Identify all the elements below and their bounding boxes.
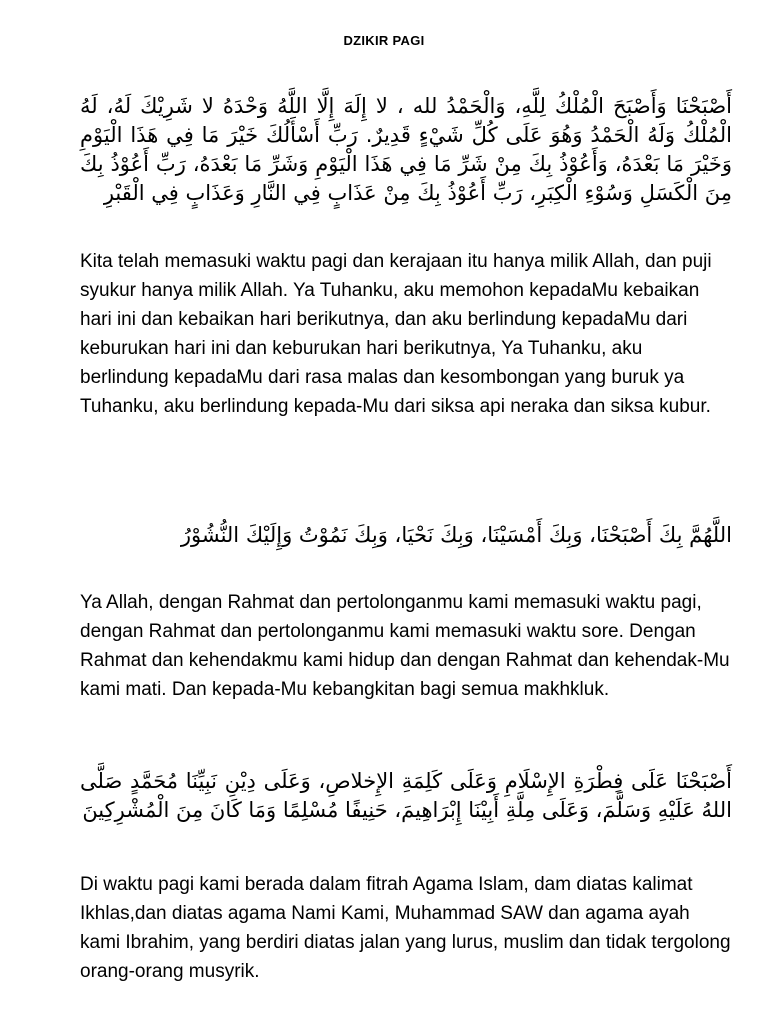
translation-paragraph-2: Ya Allah, dengan Rahmat dan pertolonganmu kami memasuki waktu pagi, dengan Rahmat dan pertolonganmu kami memasuki waktu sore. Dengan Rahmat dan kehendakmu kami hidup dan dengan Rahmat dan kehendak-Mu kami mati. Dan kepada-Mu kebangkitan bagi semua makhkluk. xyxy=(80,592,730,700)
arabic-prayer-1: أَصْبَحْنَا وَأَصْبَحَ الْمُلْكُ لِلَّهِ، وَالْحَمْدُ لله ، لا إِلَهَ إِلَّا اللَّهُ وَحْدَهُ لا شَرِيْكَ لَهُ، لَهُ الْمُلْكُ وَلَهُ الْحَمْدُ وَهُوَ عَلَى كُلِّ شَيْءٍ قَدِيرٌ. رَبِّ أَسْأَلُكَ خَيْرَ مَا فِي هَذَا الْيَوْمِ وَخَيْرَ مَا بَعْدَهُ، وَأَعُوْذُ بِكَ مِنْ شَرِّ مَا فِي هَذَا الْيَوْمِ وَشَرِّ مَا بَعْدَهُ، رَبِّ أَعُوْذُ بِكَ مِنَ الْكَسَلِ وَسُوْءِ الْكِبَرِ، رَبِّ أَعُوْذُ بِكَ مِنْ عَذَابٍ فِي النَّارِ وَعَذَابٍ فِي الْقَبْرِ xyxy=(80,94,732,205)
page-title: DZIKIR PAGI xyxy=(343,33,425,48)
translation-paragraph-1: Kita telah memasuki waktu pagi dan kerajaan itu hanya milik Allah, dan puji syukur hanya milik Allah. Ya Tuhanku, aku memohon kepadaMu kebaikan hari ini dan kebaikan hari berikutnya, dan aku berlindung kepadaMu dari keburukan hari ini dan keburukan hari berikutnya, Ya Tuhanku, aku berlindung kepadaMu dari rasa malas dan kesombongan yang buruk ya Tuhanku, aku berlindung kepada-Mu dari siksa api neraka dan siksa kubur. xyxy=(80,251,712,417)
translation-paragraph-3: Di waktu pagi kami berada dalam fitrah Agama Islam, dam diatas kalimat Ikhlas,dan diatas agama Nami Kami, Muhammad SAW dan agama ayah kami Ibrahim, yang berdiri diatas jalan yang lurus, muslim dan tidak tergolong orang-orang musyrik. xyxy=(80,874,731,982)
arabic-prayer-2: اللَّهُمَّ بِكَ أَصْبَحْنَا، وَبِكَ أَمْسَيْنَا، وَبِكَ نَحْيَا، وَبِكَ نَمُوْتُ وَإِلَيْكَ النُّشُوْرُ xyxy=(180,523,732,547)
arabic-prayer-3: أَصْبَحْنَا عَلَى فِطْرَةِ الإِسْلَامِ وَعَلَى كَلِمَةِ الإِخلاصِ، وَعَلَى دِيْنِ نَبِيِّنَا مُحَمَّدٍ صَلَّى اللهُ عَلَيْهِ وَسَلَّمَ، وَعَلَى مِلَّةِ أَبِيْنَا إِبْرَاهِيمَ، حَنِيفًا مُسْلِمًا وَمَا كَانَ مِنَ الْمُشْرِكِينَ xyxy=(80,769,732,822)
